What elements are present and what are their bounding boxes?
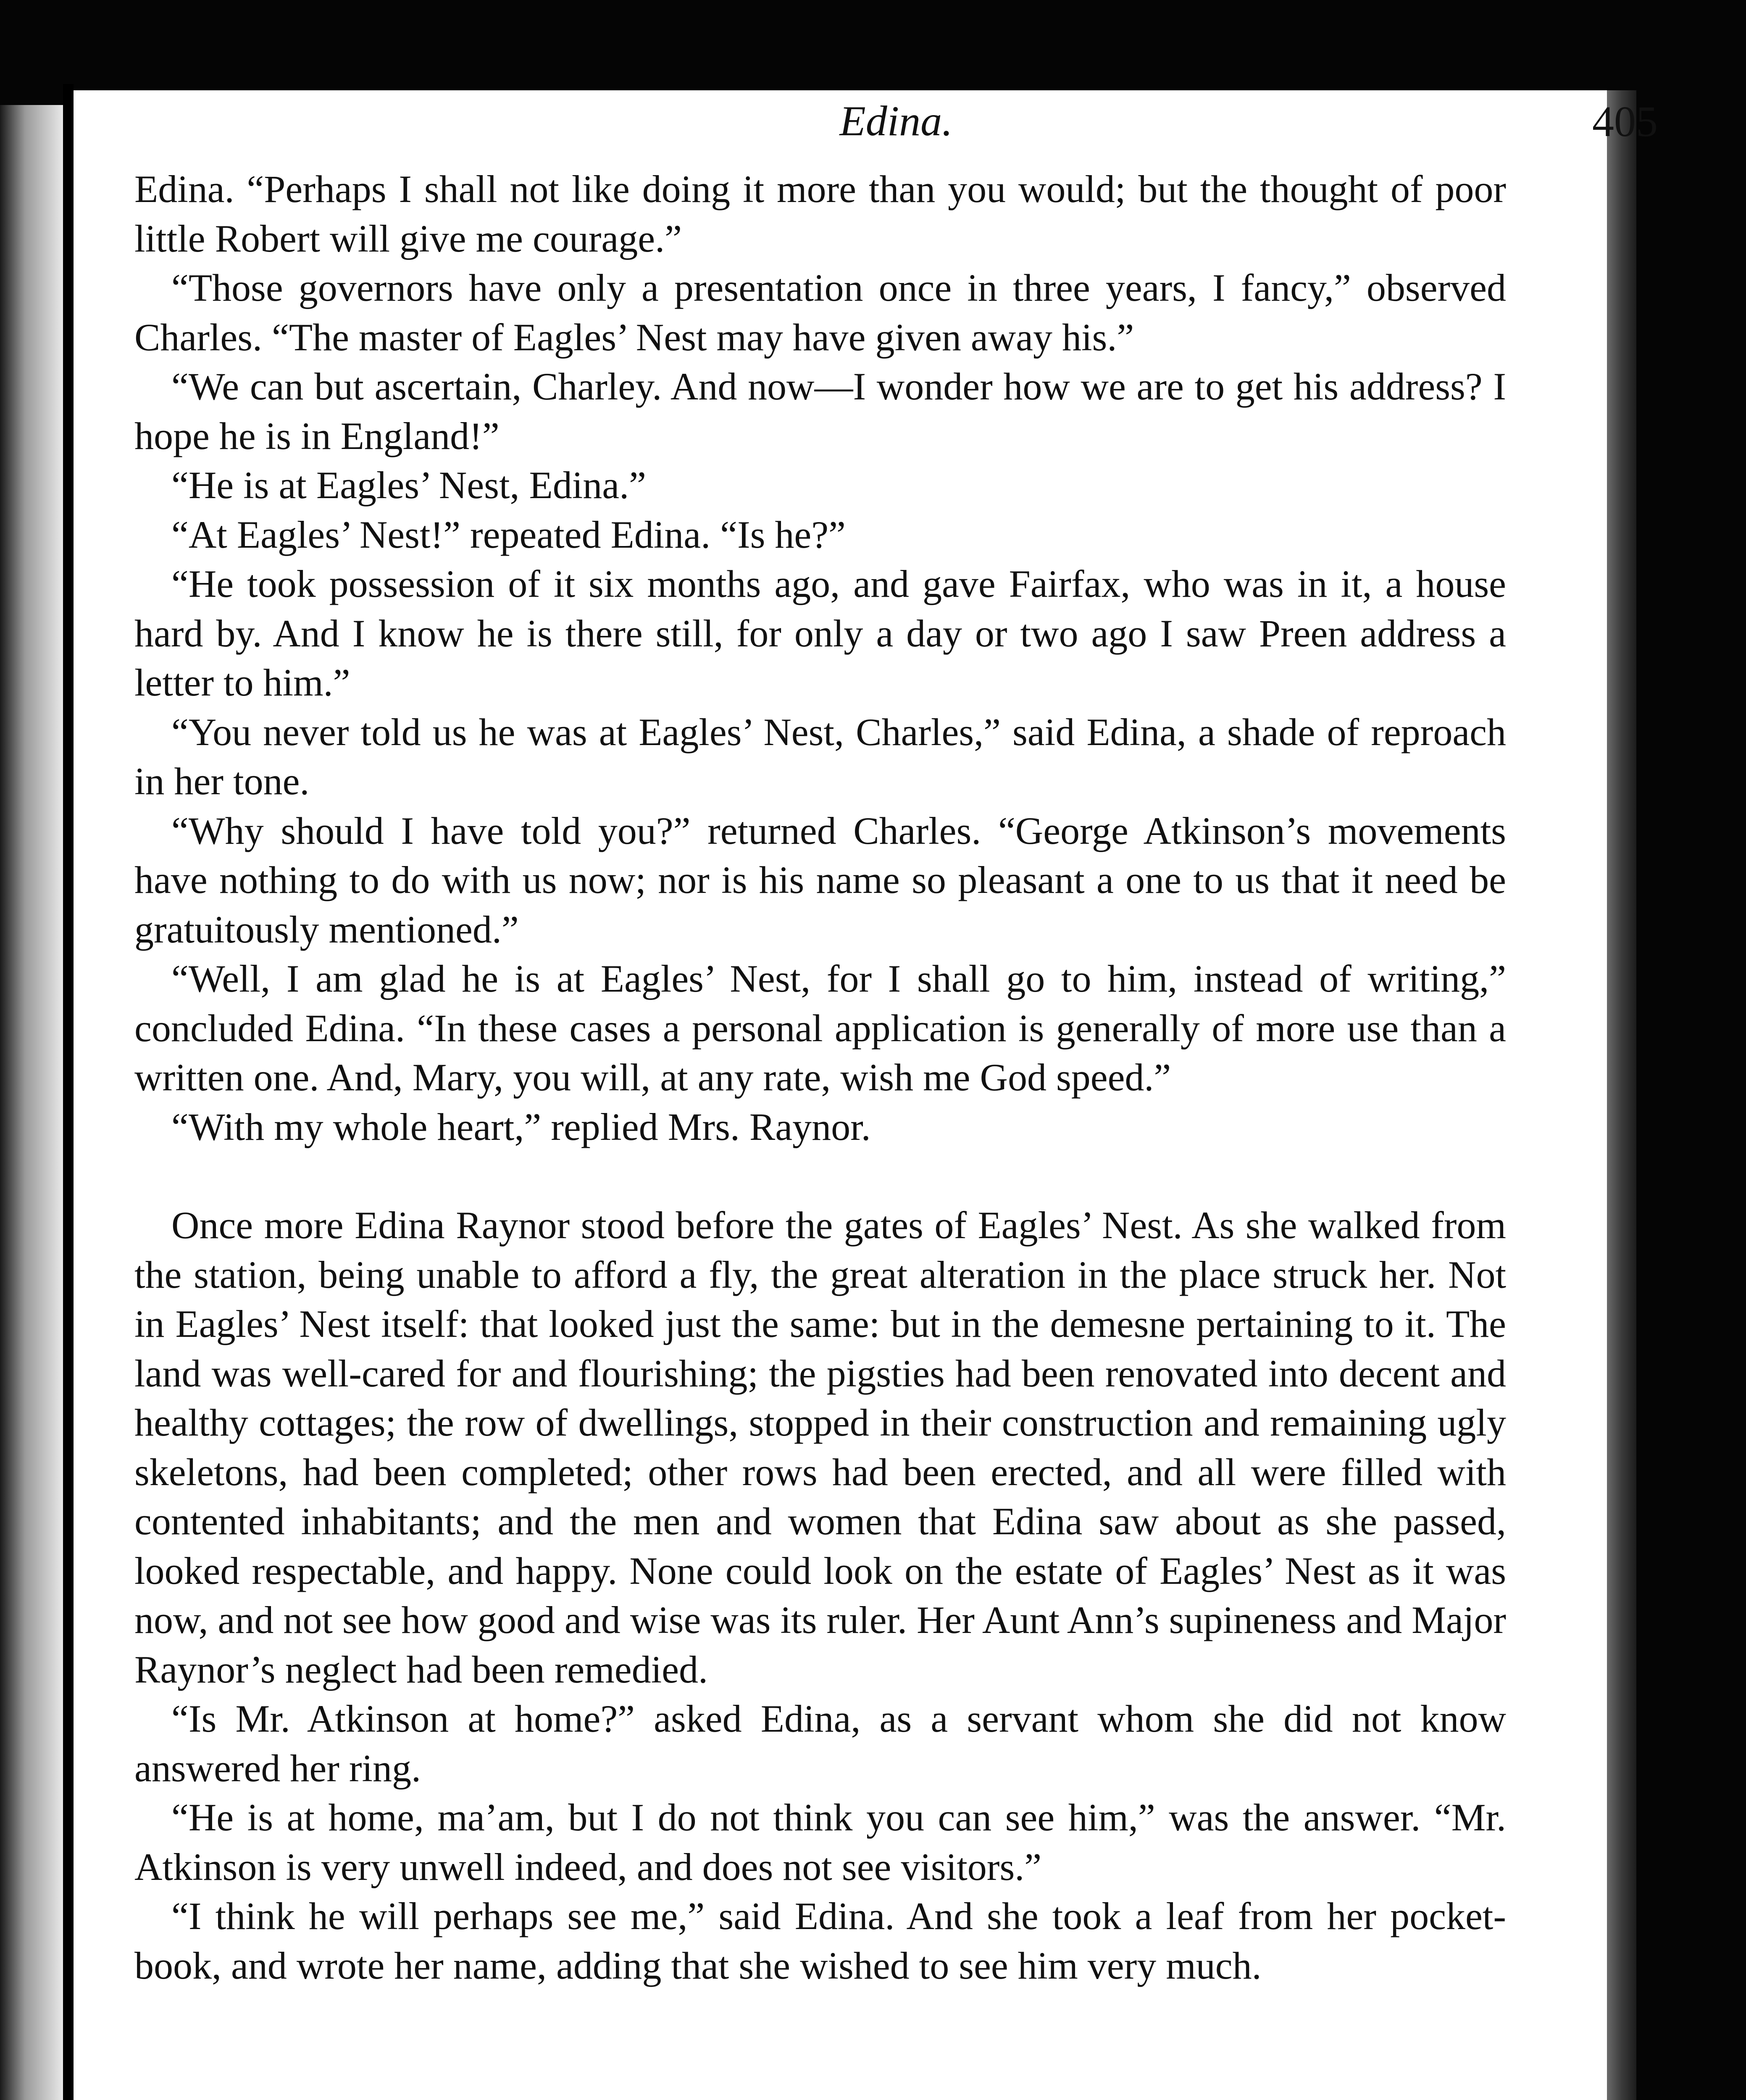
paragraph: Once more Edina Raynor stood before the gates of Eagles’ Nest. As she walked from the station, being unable to afford a fly, the great alteration in the place struck her. Not in Eagles’ Nest itself: that looked just the same: but in the demesne pertaining to it. The land was well-cared for and flourishing; the pigsties had been renovated into decent and healthy cottages; the row of dwellings, stopped in their construction and remaining ugly skeletons, had been completed; other rows had been erected, and all were filled with contented inhabitants; and the men and women that Edina saw about as she passed, looked respectable, and happy. None could look on the estate of Eagles’ Nest as it was now, and not see how good and wise was its ruler. Her Aunt Ann’s supineness and Major Raynor’s neglect had been remedied. bbox=[134, 1204, 1506, 1691]
running-title: Edina. bbox=[839, 97, 953, 145]
paragraph: “At Eagles’ Nest!” repeated Edina. “Is he?” bbox=[171, 513, 846, 556]
paragraph: “We can but ascertain, Charley. And now—I wonder how we are to get his address? I hope he is in England!” bbox=[134, 365, 1506, 457]
page-text bbox=[134, 165, 1506, 1990]
page-header bbox=[134, 97, 1658, 164]
paragraph: “With my whole heart,” replied Mrs. Raynor. bbox=[171, 1105, 871, 1148]
section-break bbox=[134, 1152, 1506, 1201]
paragraph: “He took possession of it six months ago, and gave Fairfax, who was in it, a house hard by. And I know he is there still, for only a day or two ago I saw Preen address a letter to him.” bbox=[134, 562, 1506, 704]
paragraph: “Is Mr. Atkinson at home?” asked Edina, as a servant whom she did not know answered her ring. bbox=[134, 1697, 1506, 1790]
paragraph: “Why should I have told you?” returned Charles. “George Atkinson’s movements have nothing to do with us now; nor is his name so pleasant a one to us that it need be gratuitously mentioned.” bbox=[134, 809, 1506, 951]
gutter-shadow bbox=[63, 84, 74, 2100]
paragraph: Edina. “Perhaps I shall not like doing it more than you would; but the thought of poor little Robert will give me courage.” bbox=[134, 168, 1506, 260]
paragraph: “He is at home, ma’am, but I do not think you can see him,” was the answer. “Mr. Atkinson is very unwell indeed, and does not see visitors.” bbox=[134, 1796, 1506, 1888]
page-number: 405 bbox=[1592, 97, 1658, 146]
paragraph: “I think he will perhaps see me,” said Edina. And she took a leaf from her pocket-book, and wrote her name, adding that she wished to see him very much. bbox=[134, 1895, 1506, 1987]
facing-page-edge bbox=[0, 105, 63, 2100]
paragraph: “He is at Eagles’ Nest, Edina.” bbox=[171, 464, 646, 507]
paragraph: “Those governors have only a presentation once in three years, I fancy,” observed Charles. “The master of Eagles’ Nest may have given away his.” bbox=[134, 266, 1506, 359]
page-stack-edge bbox=[1607, 90, 1636, 2100]
paragraph: “You never told us he was at Eagles’ Nest, Charles,” said Edina, a shade of reproach in her tone. bbox=[134, 710, 1506, 803]
paragraph: “Well, I am glad he is at Eagles’ Nest, for I shall go to him, instead of writing,” concluded Edina. “In these cases a personal application is generally of more use than a written one. And, Mary, you will, at any rate, wish me God speed.” bbox=[134, 957, 1506, 1099]
